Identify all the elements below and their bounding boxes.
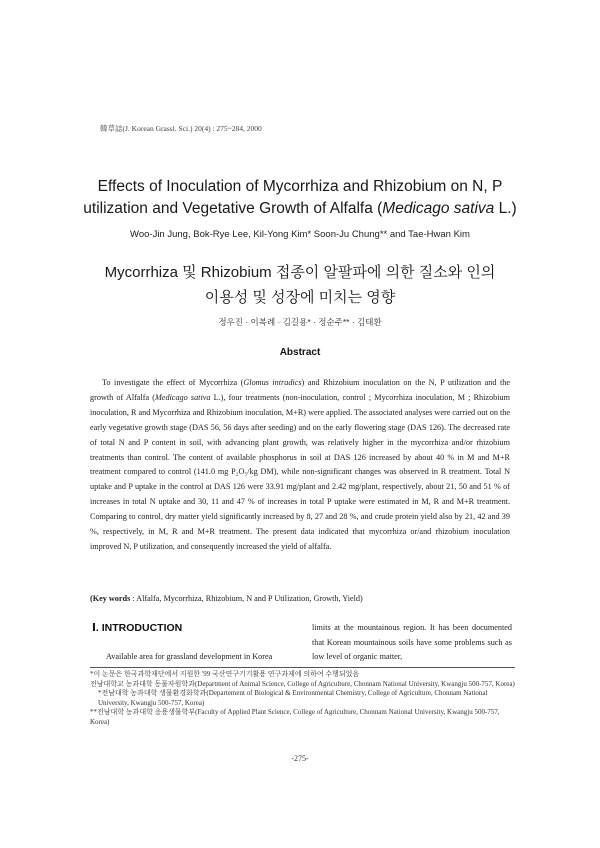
- title-ko-line-1: Mycorrhiza 및 Rhizobium 접종이 알팔파에 의한 질소와 인의: [104, 264, 496, 281]
- abstract-part-3: L.), four treatments (non-inoculation, control ; Mycorrhiza inoculation, M ; Rhizobium inoculation, R and Mycorrhiza and Rhizobium inoculation, M+R) were applied. The associated analyses were carried out on the early vegetative growth stage (DAS 56, 56 days after seeding) and on the early flowering stage (DAS 126). The decreased rate of total N and P content in soil, with advancing plant growth, was relatively higher in the mycorrhiza and/or rhizobium treatments than control. The content of available phosphorus in soil at DAS 126 increased by about 40 % in M and M+R treatment compared to control (141.0 mg P₂O₅/kg DM), while non-significant changes was observed in R treatment. Total N uptake and P uptake in the control at DAS 126 were 33.91 mg/plant and 2.42 mg/plant, respectively, about 21, 50 and 51 % of increases in total N uptake and 30, 11 and 47 % of increases in total P uptake were estimated in M, R and M+R treatment. Comparing to control, dry matter yield significantly increased by 8, 27 and 28 %, and crude protein yield also by 21, 42 and 39 %, respectively, in M, R and M+R treatment. The present data indicated that mycorrhiza or/and rhizobium inoculation improved N, P utilization, and consequently increased the yield of alfalfa.: [90, 392, 510, 551]
- footnote-funding: *이 논문은 한국과학재단에서 지원한 '99 국산연구기기활용 연구과제에 의하여 수행되었음: [90, 670, 360, 678]
- introduction-heading: Ⅰ. INTRODUCTION: [92, 622, 183, 634]
- title-ko-line-2: 이용성 및 성장에 미치는 영향: [204, 289, 396, 306]
- footnote-affiliation-3: **전남대학 농과대학 응용생물학부(Faculty of Applied Plant Science, College of Agriculture, Chonnam National University, Kwangju 500-757, Korea): [90, 708, 500, 726]
- keywords: [90, 594, 510, 603]
- abstract-body: [90, 376, 510, 555]
- keywords-label: (Key words: [90, 594, 131, 603]
- footnote-affiliation-1: 전남대학교 농과대학 동물자원학과(Department of Animal Science, College of Agriculture, Chonnam National University, Kwangju 500-757, Korea): [90, 679, 515, 688]
- abstract-part-2: ) and Rhizobium inoculation on the N, P utilization and the growth of Alfalfa (: [90, 378, 510, 402]
- footnotes: [90, 670, 520, 728]
- title-line-2: [60, 198, 540, 220]
- footnote-divider: [90, 667, 515, 668]
- abstract-heading: Abstract: [279, 347, 321, 358]
- footnote-affiliation-2: *전남대학 농과대학 생물환경화학과(Departement of Biological & Environmental Chemistry, College of Agriculture, Chonnam National University, Kwangju 500-757, Korea): [98, 689, 488, 707]
- intro-right-column: limits at the mountainous region. It has been documented that Korean mountainous soils have some problems such as low level of organic matter,: [312, 623, 512, 661]
- intro-left-column: Available area for grassland development in Korea: [106, 652, 273, 661]
- authors-en: Woo-Jin Jung, Bok-Rye Lee, Kil-Yong Kim* Soon-Ju Chung** and Tae-Hwan Kim: [130, 229, 470, 240]
- paper-title-ko: [60, 260, 540, 310]
- title-line-1: Effects of Inoculation of Mycorrhiza and Rhizobium on N, P: [97, 178, 503, 195]
- journal-reference: 韓草誌(J. Korean Grassl. Sci.) 20(4) : 275~284, 2000: [100, 124, 262, 133]
- abstract-medicago: Medicago sativa: [154, 392, 211, 402]
- title-line-2-post: L.): [494, 200, 517, 217]
- keywords-text: : Alfalfa, Mycorrhiza, Rhizobium, N and P Utilization, Growth, Yield): [130, 594, 363, 603]
- title-species-name: Medicago sativa: [382, 200, 495, 217]
- paper-title-en: [60, 176, 540, 220]
- abstract-part-1: To investigate the effect of Mycorrhiza (: [102, 378, 244, 387]
- authors-ko: 정우진 · 이복례 · 김길용* · 정순주** · 김태환: [218, 317, 382, 327]
- page-number: -275-: [291, 754, 309, 763]
- title-line-2-pre: utilization and Vegetative Growth of Alfalfa (: [83, 200, 383, 217]
- abstract-glomus: Glomus intradics: [243, 378, 302, 387]
